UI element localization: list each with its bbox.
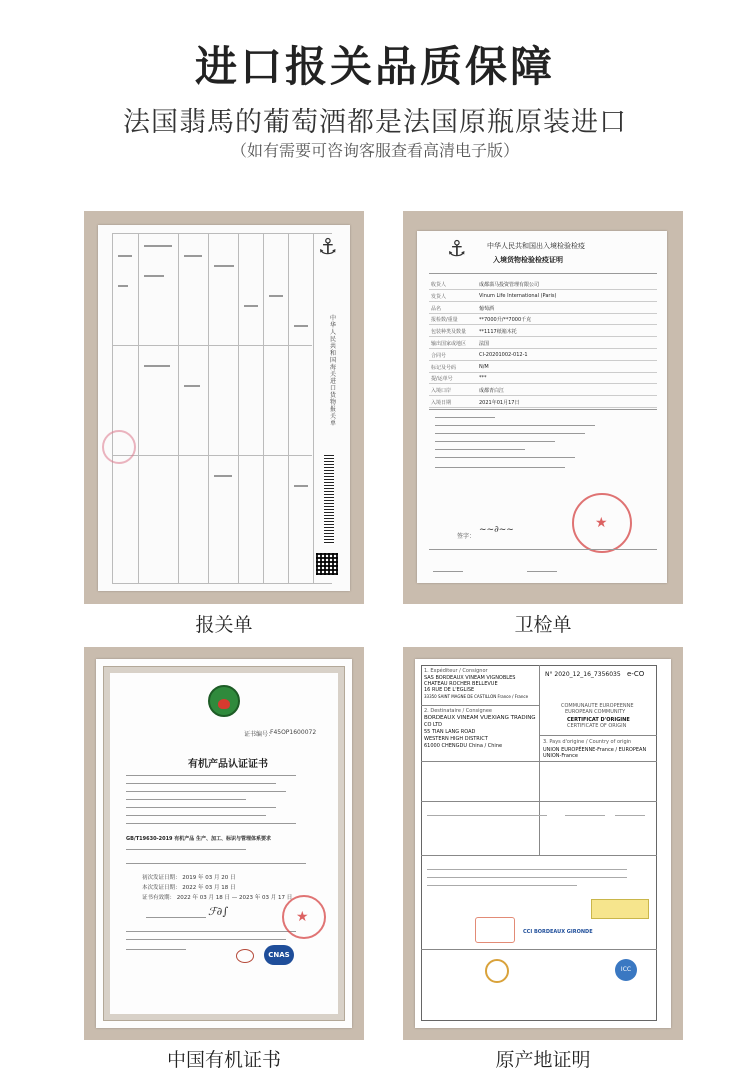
inspection-form-document[interactable] — [417, 231, 667, 583]
organic-date-row — [142, 873, 236, 881]
customs-form-document[interactable] — [98, 225, 350, 591]
consignee-line-3: 55 TIAN LANG ROAD — [424, 729, 476, 735]
icc-badge: ICC — [615, 959, 637, 981]
inspection-row — [429, 362, 657, 373]
inspection-row — [429, 291, 657, 302]
inspection-row-value: *** — [479, 375, 487, 382]
inspection-row-label: 入境口岸 — [431, 388, 452, 395]
certificate-en: CERTIFICATE OF ORIGIN — [567, 723, 627, 729]
organic-date-label: 本次发证日期： — [142, 885, 181, 891]
inspection-row-label: 输出国家或地区 — [431, 341, 467, 347]
country-label: 3. Pays d'origine / Country of origin — [543, 739, 632, 745]
inspection-row — [429, 303, 657, 314]
organic-date-label: 证书有效期： — [142, 895, 176, 901]
inspection-row-label: 入境日期 — [431, 400, 452, 406]
consignee-line-2: CO LTD — [424, 722, 443, 728]
customs-stamp — [102, 430, 136, 464]
inspection-emblem-icon: ⚓ — [447, 237, 467, 262]
inspection-row — [429, 326, 657, 337]
consignee-label: 2. Destinataire / Consignee — [424, 708, 492, 714]
inspection-form-frame — [403, 211, 683, 604]
exporter-name: SAS BORDEAUX VINEAM VIGNOBLES — [424, 675, 516, 681]
origin-cert-frame — [403, 647, 683, 1040]
country-value-2: UNION-France — [543, 753, 578, 759]
inspection-row-value: 法国 — [479, 341, 490, 347]
organic-date-value: 2022 年 03 月 18 日 — [180, 885, 236, 891]
inspection-seal-star-icon: ★ — [595, 515, 608, 531]
qr-code — [316, 553, 338, 575]
origin-cert-document[interactable] — [415, 659, 671, 1028]
customs-form-heading: 中华人民共和国海关进口货物报关单 — [330, 315, 337, 427]
inspection-row-label: 标记及号码 — [431, 364, 457, 371]
inspection-row-value: **7000升/**7000千克 — [479, 317, 532, 324]
delivery-stamp-icon — [475, 917, 515, 943]
inspection-row-label: 提/运单号 — [431, 376, 453, 383]
inspection-row-value: Vinum Life International (Paris) — [479, 292, 557, 299]
organic-cert-mark-icon — [236, 949, 254, 963]
inspection-form-caption: 卫检单 — [514, 614, 572, 636]
organic-cert-document[interactable] — [96, 659, 352, 1028]
exporter-label: 1. Expéditeur / Consignor — [424, 668, 488, 674]
cnas-badge: CNAS — [264, 945, 294, 965]
community-label: COMMUNAUTE EUROPEENNE — [561, 703, 634, 709]
eco-badge: e-CO — [627, 670, 645, 678]
inspection-row-value: 葡萄酒 — [479, 305, 495, 312]
inspection-row-label: 收货人 — [431, 282, 447, 288]
organic-signature: ℱ∂∫ — [208, 905, 229, 918]
inspection-row-value: 成都青白江 — [479, 388, 505, 395]
inspection-row — [429, 279, 657, 290]
country-value: UNION EUROPÉENNE-France / EUROPEAN — [543, 747, 647, 753]
verification-box — [591, 899, 649, 919]
exporter-line-3: 16 RUE DE L'EGLISE — [424, 687, 475, 693]
community-en: EUROPEAN COMMUNITY — [565, 709, 626, 715]
customs-form-caption: 报关单 — [195, 614, 253, 636]
inspection-row-value: **1117纸箱木托 — [479, 329, 517, 336]
quality-badge-icon — [485, 959, 509, 983]
exporter-line-2: CHATEAU ROCHER BELLEVUE — [424, 681, 498, 687]
barcode — [324, 455, 334, 545]
organic-date-row — [142, 883, 236, 891]
cci-logo: CCI BORDEAUX GIRONDE — [523, 929, 593, 935]
inspection-row-label: 品名 — [431, 305, 442, 312]
signature: ~~∂~~ — [479, 525, 514, 535]
consignee-name: BORDEAUX VINEAM VUEXIANG TRADING — [424, 715, 536, 721]
inspection-row — [429, 373, 657, 384]
exporter-line-4: 33350 SAINT MAGNE DE CASTILLON France / France — [424, 694, 529, 699]
inspection-row-value: N/M — [479, 363, 489, 370]
organic-date-row — [142, 893, 292, 901]
inspection-row-label: 包装种类及数量 — [431, 329, 467, 336]
page-title: 进口报关品质保障 — [194, 42, 555, 91]
inspection-row-label: 发货人 — [431, 293, 447, 300]
organic-standard: GB/T19630-2019 有机产品 生产、加工、标识与管理体系要求 — [126, 836, 272, 842]
organic-cert-frame — [84, 647, 364, 1040]
cert-number: N° 2020_12_16_7356035 — [545, 671, 621, 678]
organic-logo-icon — [208, 685, 240, 717]
inspection-row-value: 成都翡马投资管理有限公司 — [479, 282, 540, 288]
inspection-title: 入境货物检验检疫证明 — [493, 256, 563, 264]
customs-form-frame — [84, 211, 364, 604]
inspection-row — [429, 385, 657, 396]
inspection-row-value: 2021年01月17日 — [479, 400, 520, 406]
organic-date-label: 初次发证日期： — [142, 875, 181, 881]
customs-emblem-icon: ⚓ — [318, 235, 338, 260]
signature-label: 签字： — [457, 533, 476, 540]
certificat-label: CERTIFICAT D'ORIGINE — [567, 717, 630, 723]
page-subtitle: 法国翡馬的葡萄酒都是法国原瓶原装进口 — [123, 107, 627, 138]
inspection-row — [429, 314, 657, 325]
origin-cert-caption: 原产地证明 — [495, 1049, 591, 1071]
organic-date-value: 2019 年 03 月 20 日 — [180, 875, 236, 881]
organic-date-value: 2022 年 03 月 18 日 — 2023 年 03 月 17 日 — [175, 895, 293, 901]
consignee-line-5: 61000 CHENGDU China / Chine — [424, 743, 503, 749]
organic-seal-star-icon: ★ — [296, 909, 309, 925]
contact-note: （如有需要可咨询客服查看高清电子版） — [230, 141, 519, 160]
inspection-row-label: 合同号 — [431, 352, 447, 359]
inspection-row — [429, 338, 657, 349]
organic-cert-no: F45OP1600072 — [270, 729, 317, 736]
inspection-authority: 中华人民共和国出入境检验检疫 — [487, 242, 585, 250]
inspection-row — [429, 397, 657, 408]
organic-cert-no-label: 证书编号： — [244, 731, 275, 738]
organic-cert-title: 有机产品认证证书 — [188, 759, 268, 770]
inspection-row — [429, 350, 657, 361]
inspection-row-label: 报检数/重量 — [431, 317, 458, 324]
consignee-line-4: WESTERN HIGH DISTRICT — [424, 736, 488, 742]
inspection-row-value: CI-20201002-012-1 — [479, 351, 528, 358]
organic-cert-caption: 中国有机证书 — [166, 1049, 281, 1071]
